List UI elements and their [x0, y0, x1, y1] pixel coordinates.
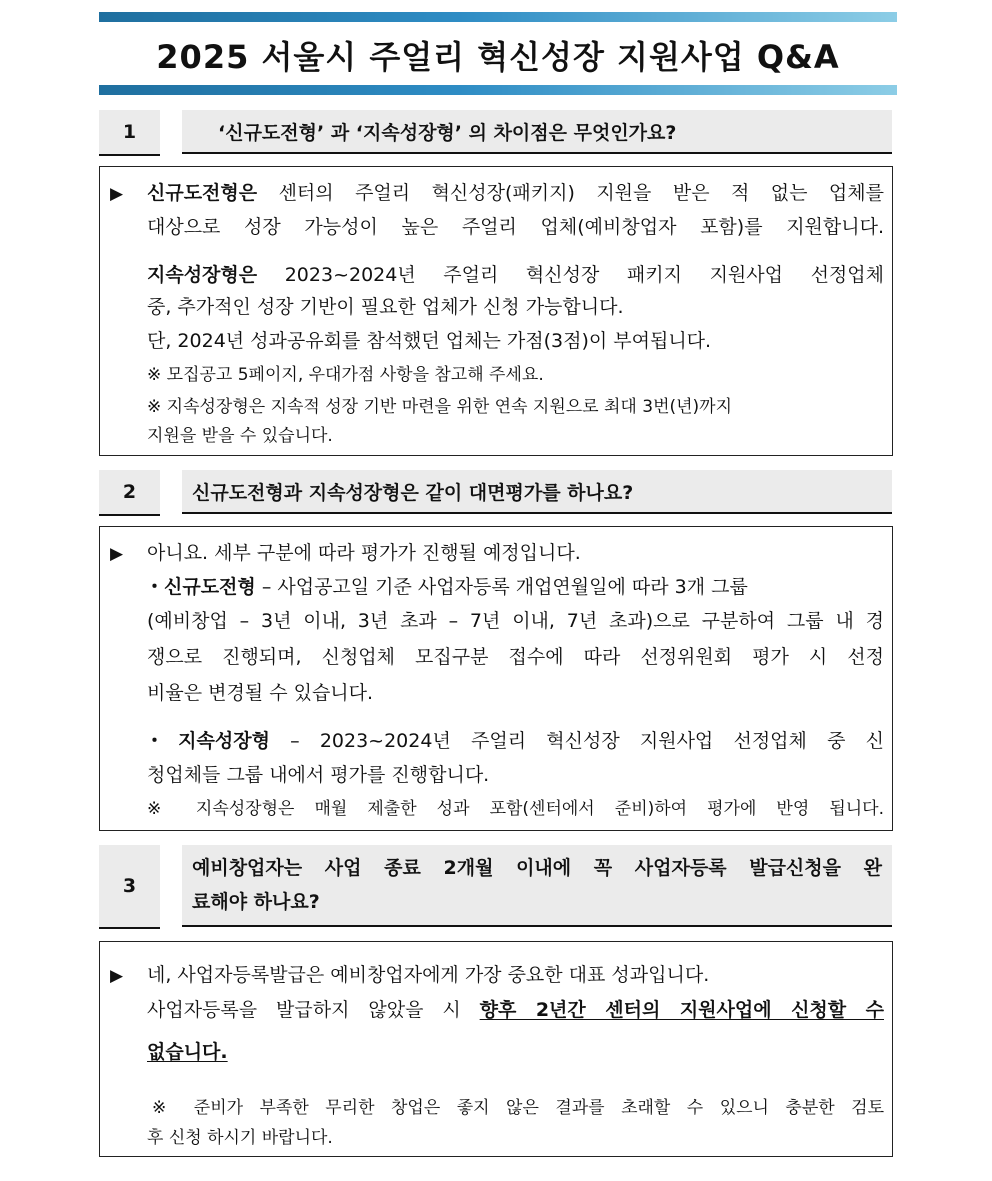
question-2-text: 신규도전형과 지속성장형은 같이 대면평가를 하나요? — [182, 470, 892, 514]
answer-2-line: ・신규도전형 – 사업공고일 기준 사업자등록 개업연월일에 따라 3개 그룹 — [145, 576, 748, 598]
answer-3-box — [99, 941, 893, 1157]
arrow-icon: ▶ — [110, 966, 124, 986]
answer-1-line: 지속성장형은 2023~2024년 주얼리 혁신성장 패키지 지원사업 선정업체 — [147, 264, 884, 286]
title-bar-bottom — [99, 85, 897, 95]
answer-3-emphasis: 향후 2년간 센터의 지원사업에 신청할 수 — [479, 999, 884, 1021]
question-3-text-line: 예비창업자는 사업 종료 2개월 이내에 꼭 사업자등록 발급신청을 완 — [192, 857, 882, 879]
answer-1-note: ※ 지속성장형은 지속적 성장 기반 마련을 위한 연속 지원으로 최대 3번(년)까지 — [147, 397, 733, 417]
answer-2-line: 아니요. 세부 구분에 따라 평가가 진행될 예정입니다. — [147, 542, 581, 564]
answer-1-line: 대상으로 성장 가능성이 높은 주얼리 업체(예비창업자 포함)를 지원합니다. — [147, 216, 884, 238]
question-2-number: 2 — [99, 470, 160, 516]
answer-3-line: 사업자등록을 발급하지 않았을 시 향후 2년간 센터의 지원사업에 신청할 수 — [147, 999, 884, 1021]
answer-2-box — [99, 526, 893, 831]
answer-2-line: (예비창업 – 3년 이내, 3년 초과 – 7년 이내, 7년 초과)으로 구분하여 그룹 내 경 — [147, 610, 884, 632]
question-3-number: 3 — [99, 845, 160, 929]
answer-3-line: 네, 사업자등록발급은 예비창업자에게 가장 중요한 대표 성과입니다. — [147, 964, 710, 986]
answer-2-note: ※ 지속성장형은 매월 제출한 성과 포함(센터에서 준비)하여 평가에 반영 됩니다. — [147, 799, 884, 819]
page-title: 2025 서울시 주얼리 혁신성장 지원사업 Q&A — [156, 38, 840, 76]
answer-1-line: 중, 추가적인 성장 기반이 필요한 업체가 신청 가능합니다. — [147, 296, 624, 318]
answer-2-line: 청업체들 그룹 내에서 평가를 진행합니다. — [147, 764, 490, 786]
question-1-number: 1 — [99, 110, 160, 156]
answer-1-line: 신규도전형은 센터의 주얼리 혁신성장(패키지) 지원을 받은 적 없는 업체를 — [147, 182, 884, 204]
answer-3-line — [147, 1040, 884, 1064]
question-3-text-line: 료해야 하나요? — [192, 891, 320, 913]
answer-1-line: 단, 2024년 성과공유회를 참석했던 업체는 가점(3점)이 부여됩니다. — [147, 330, 712, 352]
answer-1-term-new: 신규도전형은 — [147, 182, 258, 204]
question-3-text — [182, 845, 892, 927]
answer-1-box — [99, 166, 893, 456]
answer-3-note: 후 신청 하시기 바랍니다. — [147, 1128, 333, 1148]
arrow-icon: ▶ — [110, 544, 124, 564]
answer-2-term-new: ・신규도전형 — [145, 576, 256, 598]
question-1-text: ‘신규도전형’ 과 ‘지속성장형’ 의 차이점은 무엇인가요? — [182, 110, 892, 154]
answer-1-note: 지원을 받을 수 있습니다. — [147, 426, 333, 446]
answer-1-note: ※ 모집공고 5페이지, 우대가점 사항을 참고해 주세요. — [147, 365, 544, 385]
answer-2-line: 비율은 변경될 수 있습니다. — [147, 682, 374, 704]
arrow-icon: ▶ — [110, 184, 124, 204]
answer-1-term-growth: 지속성장형은 — [147, 264, 258, 286]
title-bar-top — [99, 12, 897, 22]
answer-2-line: 쟁으로 진행되며, 신청업체 모집구분 접수에 따라 선정위원회 평가 시 선정 — [147, 646, 884, 668]
answer-3-emphasis: 없습니다. — [147, 1041, 228, 1063]
answer-2-term-growth: ・지속성장형 — [145, 730, 270, 752]
answer-3-note: ※ 준비가 부족한 무리한 창업은 좋지 않은 결과를 초래할 수 있으니 충분한 검토 — [152, 1098, 884, 1118]
answer-2-line: ・지속성장형 – 2023~2024년 주얼리 혁신성장 지원사업 선정업체 중 신 — [145, 730, 884, 752]
